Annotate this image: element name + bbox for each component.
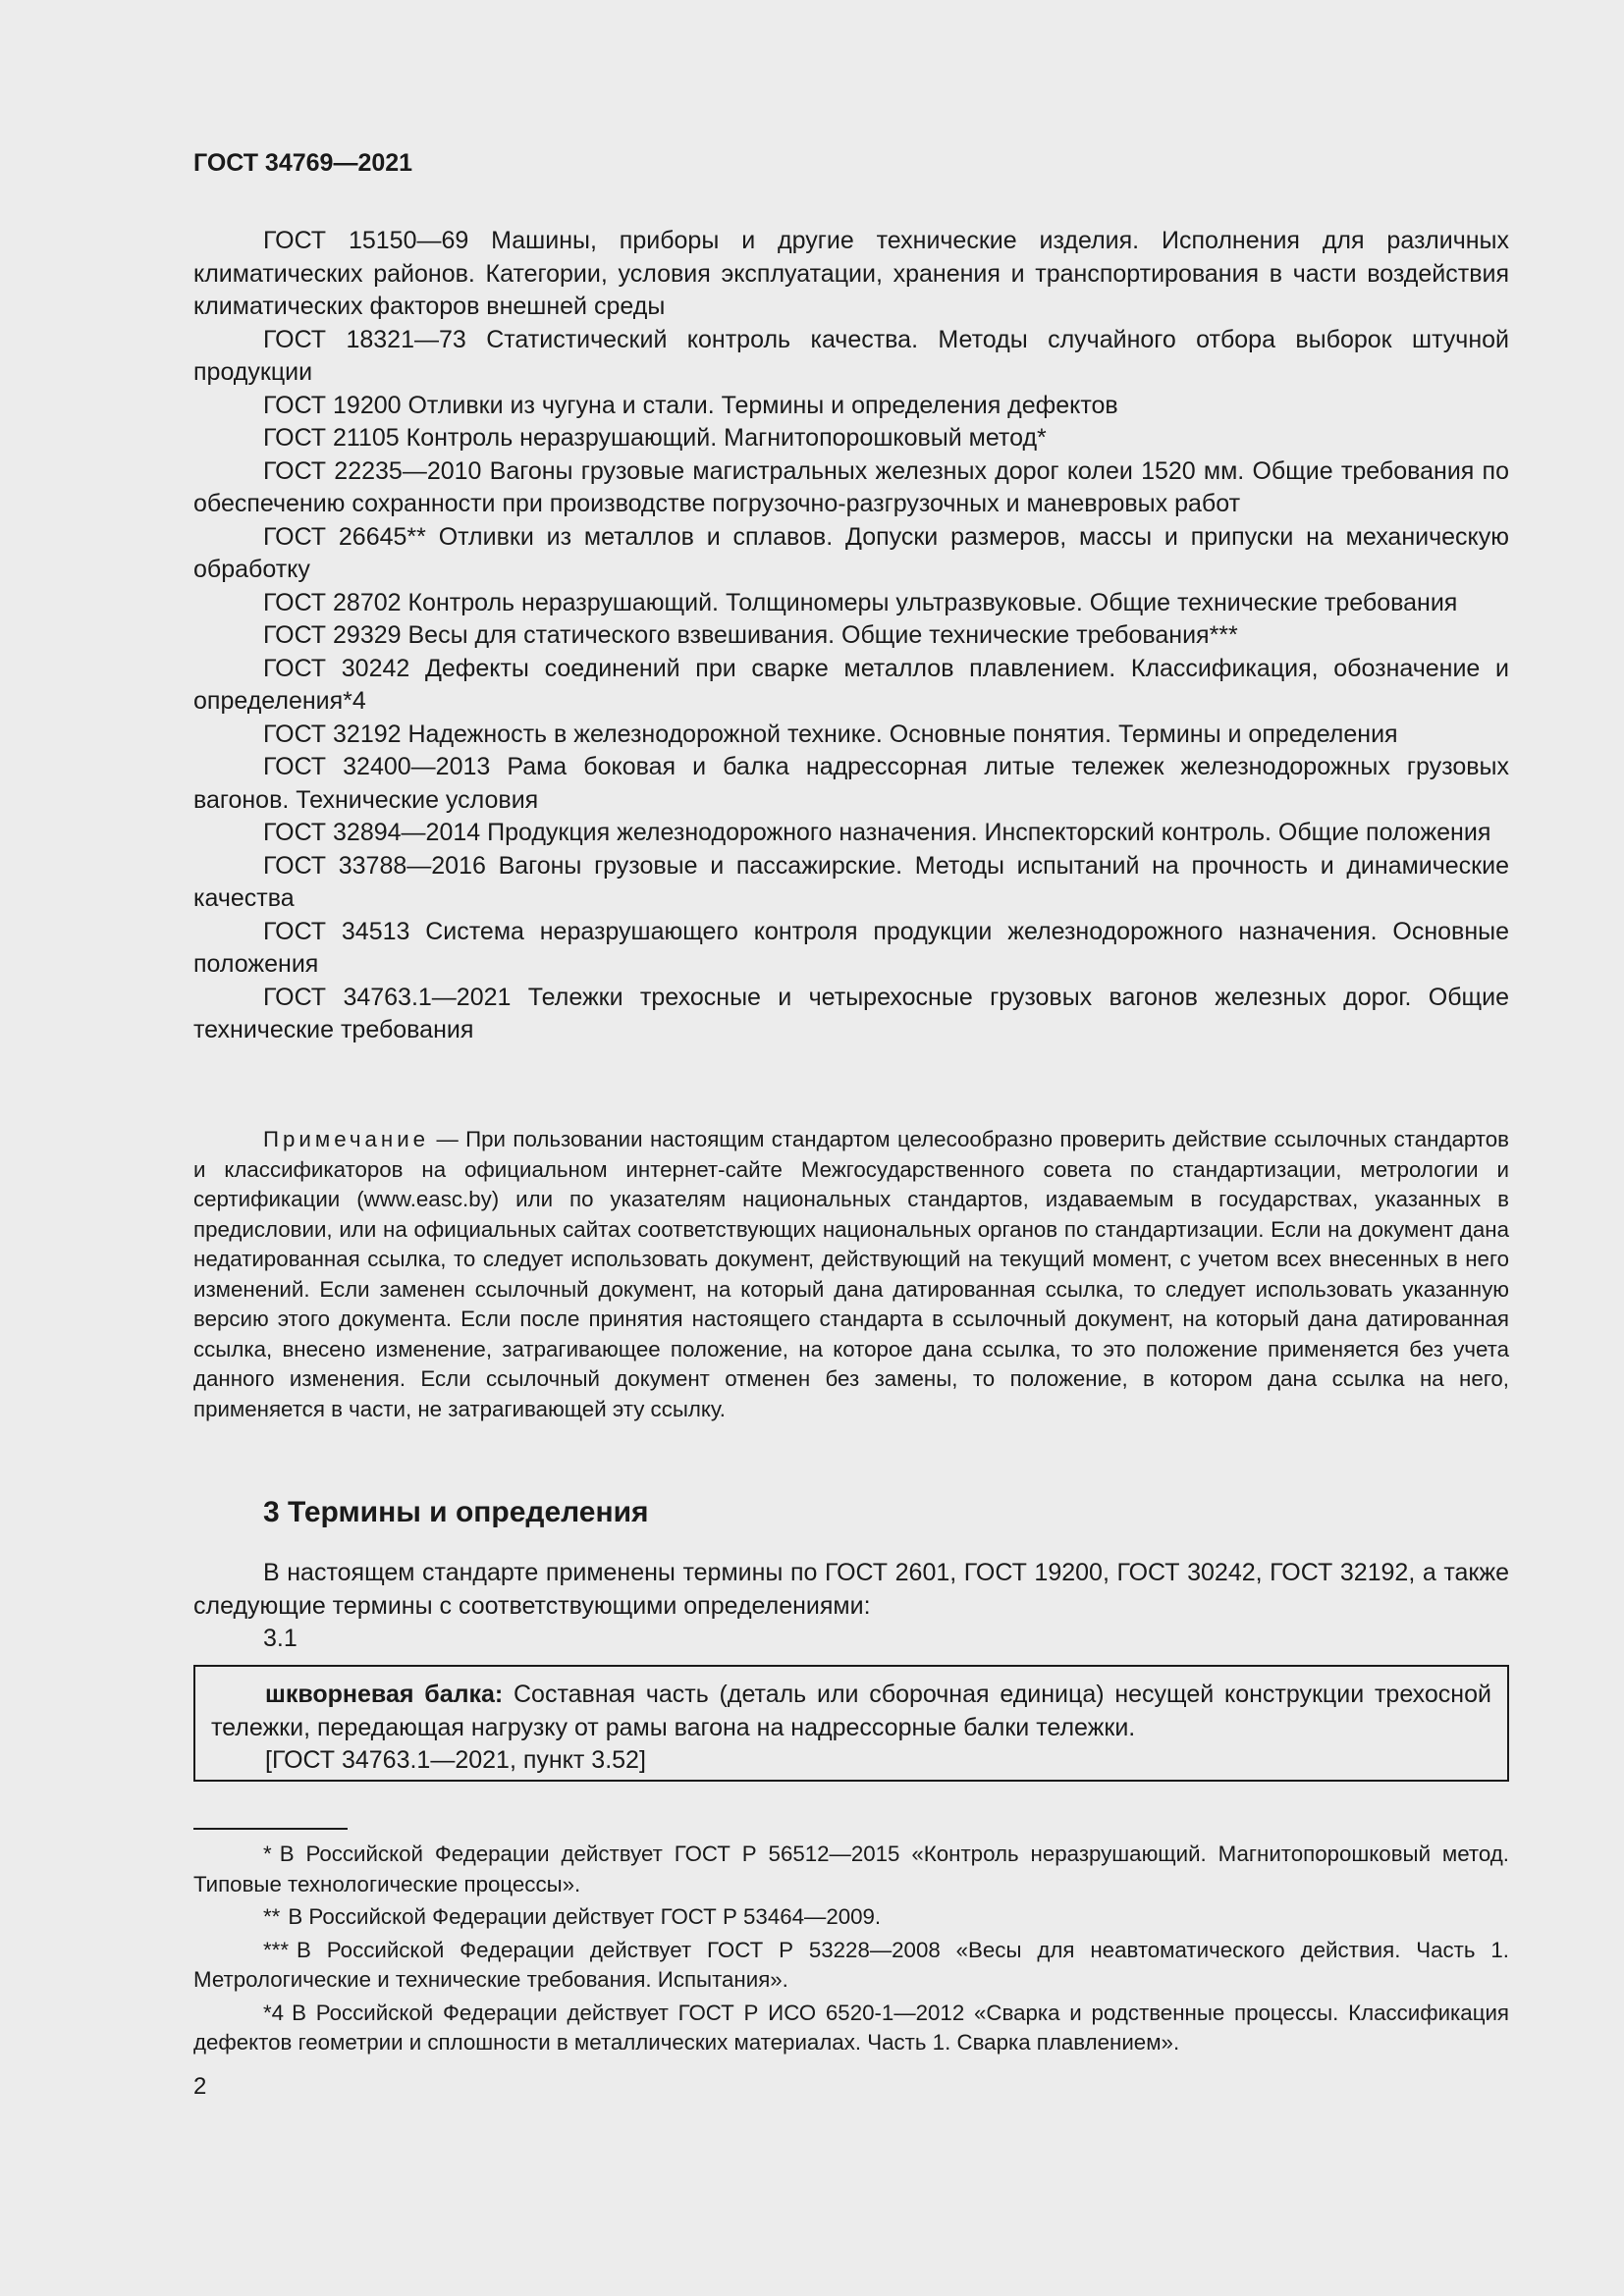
term-source: [ГОСТ 34763.1—2021, пункт 3.52] [265,1746,646,1774]
footnote-mark: ** [263,1904,281,1929]
reference-item: ГОСТ 29329 Весы для статического взвешивания. Общие технические требования*** [263,621,1238,649]
reference-item: ГОСТ 34513 Система неразрушающего контроля продукции железнодорожного назначения. Основные положения [193,917,1509,978]
reference-item: ГОСТ 18321—73 Статистический контроль качества. Методы случайного отбора выборок штучной продукции [193,325,1509,386]
footnote-mark: *** [263,1937,290,1962]
section-intro [193,1557,1509,1623]
footnote-text: В Российской Федерации действует ГОСТ Р 53228—2008 «Весы для неавтоматического действия. Часть 1. Метрологические и технические требования. Испытания». [193,1937,1509,1992]
document-header: ГОСТ 34769—2021 [193,149,413,177]
reference-item: ГОСТ 32400—2013 Рама боковая и балка надрессорная литые тележек железнодорожных грузовых вагонов. Технические условия [193,753,1509,814]
reference-item: ГОСТ 15150—69 Машины, приборы и другие технические изделия. Исполнения для различных климатических районов. Категории, условия эксплуатации, хранения и транспортирования в части воздействия климатических факторов внешней среды [193,227,1509,320]
note-text: — При пользовании настоящим стандартом целесообразно проверить действие ссылочных стандартов и классификаторов на официальном интернет-сайте Межгосударственного совета по стандартизации, метрологии и сертификации (www.easc.by) или по указателям национальных стандартов, издаваемым в государствах, указанных в предисловии, или на официальных сайтах соответствующих национальных органов по стандартизации. Если на документ дана недатированная ссылка, то следует использовать документ, действующий на текущий момент, с учетом всех внесенных в него изменений. Если заменен ссылочный документ, на который дана датированная ссылка, то следует использовать указанную версию этого документа. Если после принятия настоящего стандарта в ссылочный документ, на который дана датированная ссылка, внесено изменение, затрагивающее положение, на которое дана ссылка, то это положение применяется без учета данного изменения. Если ссылочный документ отменен без замены, то положение, в котором дана ссылка на него, применяется в части, не затрагивающей эту ссылку. [193,1127,1509,1421]
footnote [193,1999,1509,2058]
footnote-mark: *4 [263,2000,285,2025]
footnote-mark: * [263,1842,272,1866]
term-definition-text: Составная часть (деталь или сборочная единица) несущей конструкции трехосной тележки, передающая нагрузку от рамы вагона на надрессорные балки тележки. [211,1681,1491,1741]
footnote-text: В Российской Федерации действует ГОСТ Р 56512—2015 «Контроль неразрушающий. Магнитопорошковый метод. Типовые технологические процессы». [193,1842,1509,1896]
term-definition [211,1679,1491,1744]
reference-item: ГОСТ 26645** Отливки из металлов и сплавов. Допуски размеров, массы и припуски на механическую обработку [193,522,1509,583]
footnote-divider [193,1828,348,1830]
footnotes [193,1840,1509,2061]
term-number: 3.1 [263,1625,298,1652]
reference-item: ГОСТ 19200 Отливки из чугуна и стали. Термины и определения дефектов [263,391,1118,419]
footnote [193,1840,1509,1899]
footnote-text: В Российской Федерации действует ГОСТ Р ИСО 6520-1—2012 «Сварка и родственные процессы. Классификация дефектов геометрии и сплошности в металлических материалах. Часть 1. Сварка плавлением». [193,2000,1509,2055]
reference-item: ГОСТ 21105 Контроль неразрушающий. Магнитопорошковый метод* [263,424,1047,452]
reference-item: ГОСТ 32894—2014 Продукция железнодорожного назначения. Инспекторский контроль. Общие положения [263,819,1491,846]
footnote [193,1902,1509,1933]
reference-item: ГОСТ 32192 Надежность в железнодорожной технике. Основные понятия. Термины и определения [263,720,1398,748]
note-label: Примечание [263,1127,430,1151]
reference-item: ГОСТ 33788—2016 Вагоны грузовые и пассажирские. Методы испытаний на прочность и динамические качества [193,851,1509,912]
section-title: 3 Термины и определения [263,1496,649,1528]
note-block [193,1125,1509,1424]
term-definition-box [193,1665,1509,1782]
reference-item: ГОСТ 22235—2010 Вагоны грузовые магистральных железных дорог колеи 1520 мм. Общие требования по обеспечению сохранности при производстве погрузочно-разгрузочных и маневровых работ [193,456,1509,517]
normative-references-list [193,225,1509,1047]
intro-paragraph: В настоящем стандарте применены термины по ГОСТ 2601, ГОСТ 19200, ГОСТ 30242, ГОСТ 32192, а также следующие термины с соответствующими определениями: [193,1559,1509,1620]
footnote [193,1936,1509,1996]
page-number: 2 [193,2073,207,2100]
reference-item: ГОСТ 28702 Контроль неразрушающий. Толщиномеры ультразвуковые. Общие технические требования [263,588,1458,616]
footnote-text: В Российской Федерации действует ГОСТ Р 53464—2009. [288,1904,882,1929]
term-word: шкворневая балка: [265,1681,504,1708]
reference-item: ГОСТ 34763.1—2021 Тележки трехосные и четырехосные грузовых вагонов железных дорог. Общие технические требования [193,983,1509,1043]
reference-item: ГОСТ 30242 Дефекты соединений при сварке металлов плавлением. Классификация, обозначение и определения*4 [193,654,1509,715]
note-paragraph [193,1125,1509,1424]
